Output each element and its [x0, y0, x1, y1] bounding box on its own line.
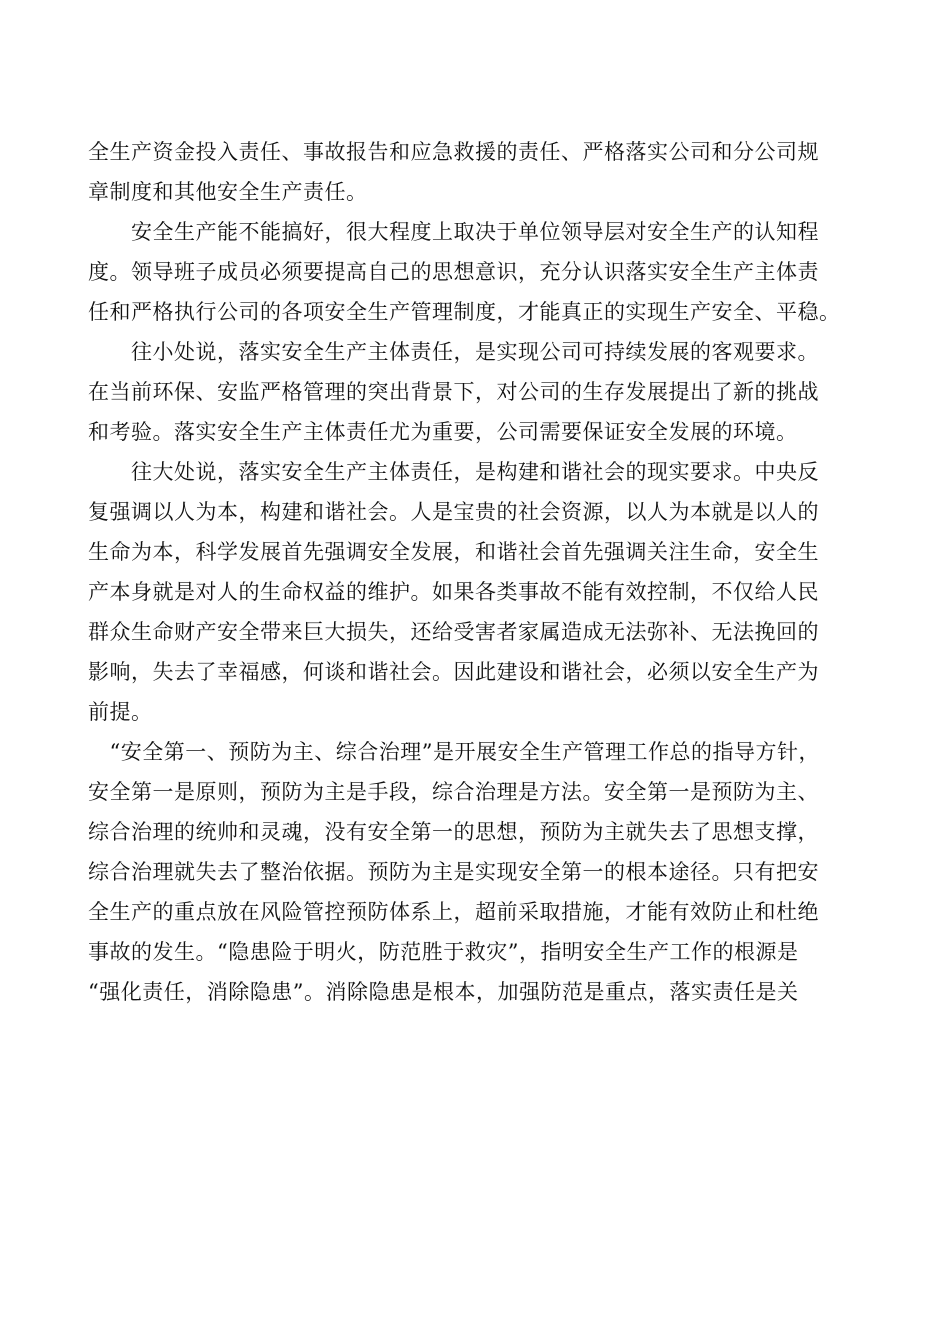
text-line: 群众生命财产安全带来巨大损失，还给受害者家属造成无法弥补、无法挽回的	[88, 620, 819, 644]
text-line: “安全第一、预防为主、综合治理”是开展安全生产管理工作总的指导方针，	[88, 740, 820, 764]
text-line: 产本身就是对人的生命权益的维护。如果各类事故不能有效控制，不仅给人民	[88, 580, 819, 604]
text-line: 往小处说，落实安全生产主体责任，是实现公司可持续发展的客观要求。	[88, 340, 819, 364]
text-line: 往大处说，落实安全生产主体责任，是构建和谐社会的现实要求。中央反	[88, 460, 819, 484]
text-line: 复强调以人为本，构建和谐社会。人是宝贵的社会资源，以人为本就是以人的	[88, 500, 819, 524]
text-line: “强化责任，消除隐患”。消除隐患是根本，加强防范是重点，落实责任是关	[88, 980, 799, 1004]
text-line: 章制度和其他安全生产责任。	[88, 180, 368, 204]
text-line: 度。领导班子成员必须要提高自己的思想意识，充分认识落实安全生产主体责	[88, 260, 819, 284]
text-line: 任和严格执行公司的各项安全生产管理制度，才能真正的实现生产安全、平稳。	[88, 300, 841, 324]
text-line: 事故的发生。“隐患险于明火，防范胜于救灾”，指明安全生产工作的根源是	[88, 940, 799, 964]
text-line: 综合治理的统帅和灵魂，没有安全第一的思想，预防为主就失去了思想支撑，	[88, 820, 819, 844]
paragraph	[88, 452, 852, 732]
text-line: 全生产的重点放在风险管控预防体系上，超前采取措施，才能有效防止和杜绝	[88, 900, 819, 924]
paragraph	[88, 212, 852, 332]
document-body	[88, 132, 852, 1012]
text-line: 安全生产能不能搞好，很大程度上取决于单位领导层对安全生产的认知程	[88, 220, 819, 244]
text-line: 生命为本，科学发展首先强调安全发展，和谐社会首先强调关注生命，安全生	[88, 540, 819, 564]
paragraph	[88, 732, 852, 1012]
text-line: 和考验。落实安全生产主体责任尤为重要，公司需要保证安全发展的环境。	[88, 420, 798, 444]
text-line: 在当前环保、安监严格管理的突出背景下，对公司的生存发展提出了新的挑战	[88, 380, 819, 404]
text-line: 综合治理就失去了整治依据。预防为主是实现安全第一的根本途径。只有把安	[88, 860, 819, 884]
paragraph	[88, 332, 852, 452]
text-line: 全生产资金投入责任、事故报告和应急救援的责任、严格落实公司和分公司规	[88, 140, 819, 164]
text-line: 安全第一是原则，预防为主是手段，综合治理是方法。安全第一是预防为主、	[88, 780, 819, 804]
text-line: 前提。	[88, 700, 153, 724]
text-line: 影响，失去了幸福感，何谈和谐社会。因此建设和谐社会，必须以安全生产为	[88, 660, 819, 684]
paragraph	[88, 132, 852, 212]
